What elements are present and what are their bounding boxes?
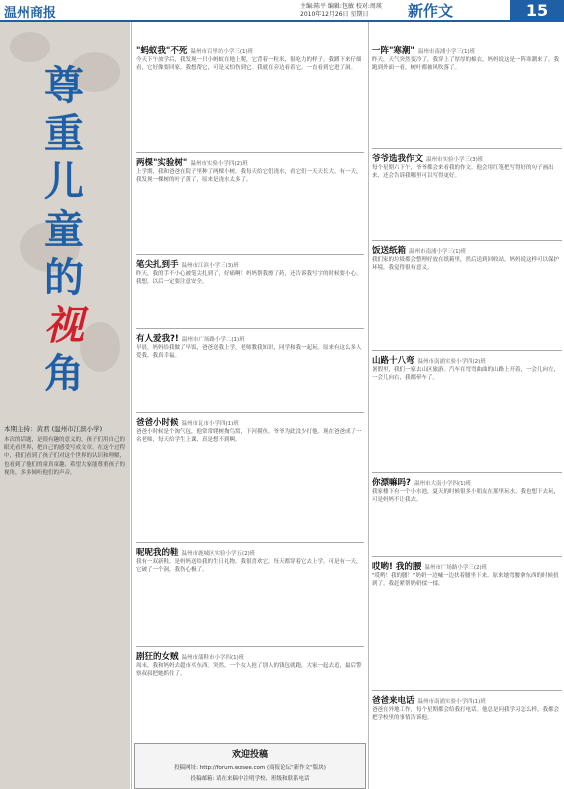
page-number: 15 [510,0,564,22]
article-title-text: 哎哟! 我的腰 [372,562,422,572]
article-body: 上学期，我和爸爸在院子里种了两棵小树，我每天给它们浇水，看它们一天天长大。有一天，我发现一棵树的叶子黄了，原来是浇水太多了。 [136,169,362,184]
shell-decoration [10,32,50,62]
article [372,560,562,588]
article-title [372,354,562,366]
article-divider [372,350,562,351]
article-byline: 温州市实验小学四(2)班 [190,161,248,167]
article-body: 今天下午放学后，我发现一只小蚂蚁在地上爬，它背着一粒米，很吃力的样子。我蹲下来仔细看，它好像要回家。我想帮它，可是又怕伤到它。我就在旁边看着它，一直看到它进了洞。 [136,57,362,72]
article-title [372,244,562,256]
article-title-text: 爷爷选我作文 [372,154,424,164]
article-title-text: 有人爱我?! [136,334,179,344]
submission-url: 投稿网址: http://forum.wzsee.com (商报论坛"新作文"版块) [174,765,326,771]
title-char: 角 [44,350,84,397]
article-body: "哎哟！我的腰！"奶奶一边喊一边扶着腰坐下来。原来她弯腰拿东西的时候扭到了。我赶紧帮奶奶揉一揉。 [372,573,559,588]
article-body: 周末，我和妈妈去超市买东西。突然，一个女人抢了别人的钱包就跑，大家一起去追，最后警察叔叔把她抓住了。 [136,663,362,678]
paper-name: 温州商报 [4,6,57,21]
article [372,152,562,180]
article [372,354,562,382]
article-body: 我家楼下有一个小水池，夏天的时候很多小朋友在那里玩水。我也想下去玩，可是妈妈不让我去。 [372,489,560,504]
article-divider [372,556,562,557]
article-title [136,44,364,56]
article [136,44,364,72]
article [372,44,562,72]
article-title-text: "蚂蚁我"不死 [136,46,188,56]
article-title-text: 两棵"实验树" [136,158,188,168]
page-header [0,0,564,22]
article-byline: 温州市江滨小学三(3)班 [181,263,239,269]
article-divider [136,152,364,153]
title-char: 儿 [44,158,84,205]
issue-info [300,3,382,19]
article-title [372,476,562,488]
article-body: 爸爸在外地工作，每个星期都会给我打电话。他总是问我学习怎么样，我都会把学校里的事情告诉他。 [372,707,560,722]
article-body: 昨天，天气突然变冷了，我穿上了厚厚的棉衣。妈妈说这是一阵寒潮来了。我跑到外面一看，树叶都被风吹落了。 [372,57,560,72]
article-divider [136,542,364,543]
article-byline: 温州市大南小学四(1)班 [413,481,472,487]
issue-line-2: 2010年12月26日 星期日 [300,11,369,18]
article-title-text: 爸爸小时候 [136,418,179,428]
article-title [136,332,364,344]
article-body: 爸爸小时候是个淘气包，他常常爬树掏鸟窝，下河摸鱼。爷爷为此没少打他。现在爸爸成了一名老师，每天给学生上课，真是想不到啊。 [136,429,362,444]
feature-column [0,22,130,789]
feature-author: 本期主持：黄君 (温州市江滨小学) [4,425,103,433]
article-byline: 温州市实验小学三(3)班 [426,157,484,163]
article-title-text: 山路十八弯 [372,356,415,366]
article [372,694,562,722]
submission-box [134,743,366,789]
article-body: 暑假里，我们一家去山区旅游。汽车在弯弯曲曲的山路上开着，一会儿向左，一会儿向右，我都晕车了。 [372,367,560,382]
article-title-text: 爸爸来电话 [372,696,415,706]
article-title [136,416,364,428]
article [136,156,364,184]
article-divider [372,472,562,473]
article-byline: 温州市南浦小学三(1)班 [409,249,467,255]
section-name: 新作文 [408,2,454,20]
feature-title [14,62,114,398]
feature-intro: 本次的话题，是很有趣的意义的，孩子们用自己的眼光看世界，把自己的感受写成文章。在这个过程中，我们看到了孩子们对这个世界的认识和理解，也看到了他们的童真童趣，希望大家能尊重孩子的视角，多多倾听他们的声音。 [4,437,126,476]
article-title [372,152,562,164]
article-divider [136,646,364,647]
article-title-text: 剧狂的女贼 [136,652,179,662]
article-byline: 温州市南浦实验小学四(1)班 [417,699,486,705]
article-divider [372,240,562,241]
article-byline: 温州市鹿城区实验小学五(2)班 [181,551,256,557]
article [372,476,562,504]
article-title [136,650,364,662]
article [372,244,562,272]
article-body: 我们家的垃圾都会整理好放在纸箱里，然后送到回收站。妈妈说这样可以保护环境，我觉得很有意义。 [372,257,560,272]
article-title-text: 笔尖扎到手 [136,260,179,270]
article-title [136,546,364,558]
title-char: 尊 [44,62,84,109]
article-title [136,156,364,168]
article-divider [372,148,562,149]
article-divider [136,254,364,255]
article-byline: 温州市南浦实验小学四(2)班 [417,359,486,365]
submission-title: 欢迎投稿 [231,750,268,760]
article [136,332,364,360]
article-body: 早晨，妈妈给我做了早饭，爸爸送我上学，老师教我知识，同学和我一起玩。原来有这么多人爱我，我真幸福。 [136,345,362,360]
article-divider [136,412,364,413]
article-title [136,258,364,270]
article [136,258,364,286]
article [136,416,364,444]
article-body: 昨天，我的手不小心被笔尖扎到了，好痛啊！妈妈帮我擦了药，还告诉我写字的时候要小心。我想，以后一定要注意安全。 [136,271,362,286]
article-title-text: 饭送纸箱 [372,246,407,256]
column-divider [131,22,132,789]
issue-line-1: 主编:陈平 编辑:包敏 校对:周瑛 [300,3,382,10]
article [136,546,364,574]
article [136,650,364,678]
title-char: 重 [44,110,84,157]
article-title-text: 你漂嘛吗? [372,478,411,488]
submission-email: 投稿邮箱: 请在来稿中注明学校、班级和联系电话 [190,776,310,782]
article-byline: 温州市百里坊小学三(1)班 [190,49,254,55]
article-divider [372,690,562,691]
title-char-red: 视 [44,302,84,349]
article-byline: 温州市蒲鞋市小学四(1)班 [181,655,245,661]
column-divider [368,22,369,789]
article-title [372,694,562,706]
article-title-text: 一阵"寒潮" [372,46,415,56]
article-body: 我有一双新鞋，是妈妈送给我的生日礼物。我很喜欢它，每天都穿着它去上学。可是有一天，它破了一个洞，我伤心极了。 [136,559,362,574]
article-title-text: 呢呢我的鞋 [136,548,179,558]
title-char: 童 [44,206,84,253]
article-title [372,560,562,572]
article-byline: 温州市南浦小学三(1)班 [417,49,476,55]
article-body: 每个星期六下午，爷爷都会来看我的作文。他会用红笔把写得好的句子画出来，还会告诉我哪里可以写得更好。 [372,165,554,180]
article-byline: 温州市瓦市小学四(1)班 [181,421,239,427]
article-byline: 温州市广场路小学二(1)班 [181,337,245,343]
article-byline: 温州市广场路小学三(2)班 [424,565,488,571]
article-divider [136,328,364,329]
article-title [372,44,562,56]
title-char: 的 [44,254,84,301]
